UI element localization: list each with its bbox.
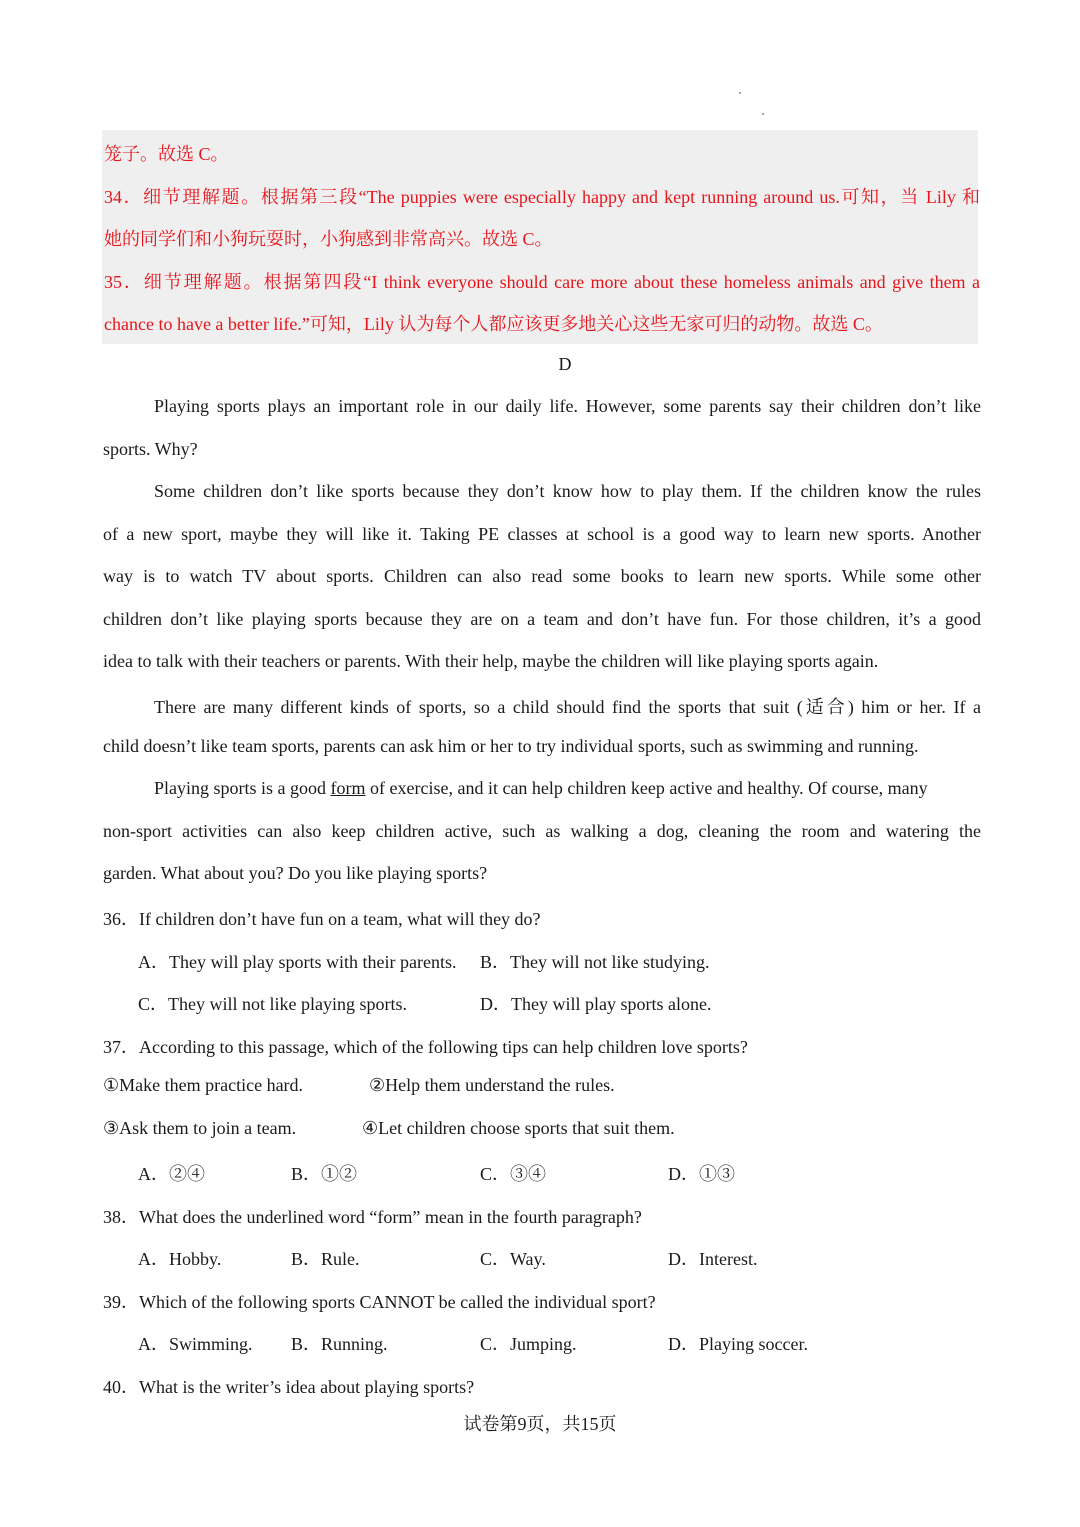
question-40-stem: 40．What is the writer’s idea about playing sports?: [103, 1377, 475, 1397]
passage-text: Playing sports is a good: [154, 778, 331, 798]
passage-line: of a new sport, maybe they will like it. Taking PE classes at school is a good way to learn new sports. Another: [103, 524, 981, 544]
q38-option-a: A．Hobby.: [138, 1249, 222, 1269]
section-heading: D: [558, 354, 572, 374]
answer-q35-line2: chance to have a better life.”可知，Lily 认为每个人都应该更多地关心这些无家可归的动物。故选 C。: [104, 314, 883, 334]
answer-q34-line1: 34．细节理解题。根据第三段“The puppies were especially happy and kept running around us.可知，当 Lily 和: [104, 187, 980, 207]
q37-tip-4: ④Let children choose sports that suit them.: [362, 1118, 675, 1138]
passage-line: way is to watch TV about sports. Children can also read some books to learn new sports. While some other: [103, 566, 981, 586]
q37-tip-1: ①Make them practice hard.: [103, 1075, 304, 1095]
q36-option-b: B．They will not like studying.: [480, 952, 710, 972]
question-36-stem: 36．If children don’t have fun on a team, what will they do?: [103, 909, 541, 929]
q37-option-a: A．②④: [138, 1164, 205, 1184]
passage-line: [154, 778, 981, 799]
q37-option-b: B．①②: [291, 1164, 358, 1184]
q38-option-d: D．Interest.: [668, 1249, 758, 1269]
q39-option-c: C．Jumping.: [480, 1334, 577, 1354]
q39-option-b: B．Running.: [291, 1334, 388, 1354]
passage-line: child doesn’t like team sports, parents can ask him or her to try individual sports, such as swimming and running.: [103, 736, 919, 756]
answer-line: 笼子。故选 C。: [104, 144, 229, 164]
question-37-stem: 37．According to this passage, which of the following tips can help children love sports?: [103, 1037, 748, 1057]
passage-line: sports. Why?: [103, 439, 198, 459]
passage-line: idea to talk with their teachers or parents. With their help, maybe the children will like playing sports again.: [103, 651, 879, 671]
passage-line: children don’t like playing sports because they are on a team and don’t have fun. For those children, it’s a good: [103, 609, 981, 629]
scan-dot: [739, 92, 741, 94]
answer-q35-line1: 35．细节理解题。根据第四段“I think everyone should care more about these homeless animals and give them a: [104, 272, 980, 292]
scan-dot: [762, 113, 764, 115]
q39-option-a: A．Swimming.: [138, 1334, 253, 1354]
underlined-word-form: form: [330, 778, 366, 798]
passage-line: Playing sports plays an important role in our daily life. However, some parents say their children don’t like: [154, 396, 981, 416]
q37-option-c: C．③④: [480, 1164, 547, 1184]
page-footer: 试卷第9页，共15页: [463, 1414, 617, 1434]
answer-q34-line2: 她的同学们和小狗玩耍时，小狗感到非常高兴。故选 C。: [104, 229, 553, 249]
question-38-stem: 38．What does the underlined word “form” mean in the fourth paragraph?: [103, 1207, 642, 1227]
q37-tip-2: ②Help them understand the rules.: [369, 1075, 615, 1095]
passage-text: of exercise, and it can help children keep active and healthy. Of course, many: [365, 778, 928, 798]
passage-line: Some children don’t like sports because they don’t know how to play them. If the children know the rules: [154, 481, 981, 501]
q37-option-d: D．①③: [668, 1164, 735, 1184]
q36-option-d: D．They will play sports alone.: [480, 994, 712, 1014]
q36-option-a: A．They will play sports with their parents.: [138, 952, 457, 972]
q38-option-b: B．Rule.: [291, 1249, 360, 1269]
question-39-stem: 39．Which of the following sports CANNOT be called the individual sport?: [103, 1292, 656, 1312]
q36-option-c: C．They will not like playing sports.: [138, 994, 407, 1014]
passage-line: garden. What about you? Do you like playing sports?: [103, 863, 488, 883]
passage-line: There are many different kinds of sports, so a child should find the sports that suit (适合) him or her. If a: [154, 697, 981, 717]
q39-option-d: D．Playing soccer.: [668, 1334, 808, 1354]
q38-option-c: C．Way.: [480, 1249, 546, 1269]
passage-line: non-sport activities can also keep children active, such as walking a dog, cleaning the room and watering the: [103, 821, 981, 841]
q37-tip-3: ③Ask them to join a team.: [103, 1118, 297, 1138]
